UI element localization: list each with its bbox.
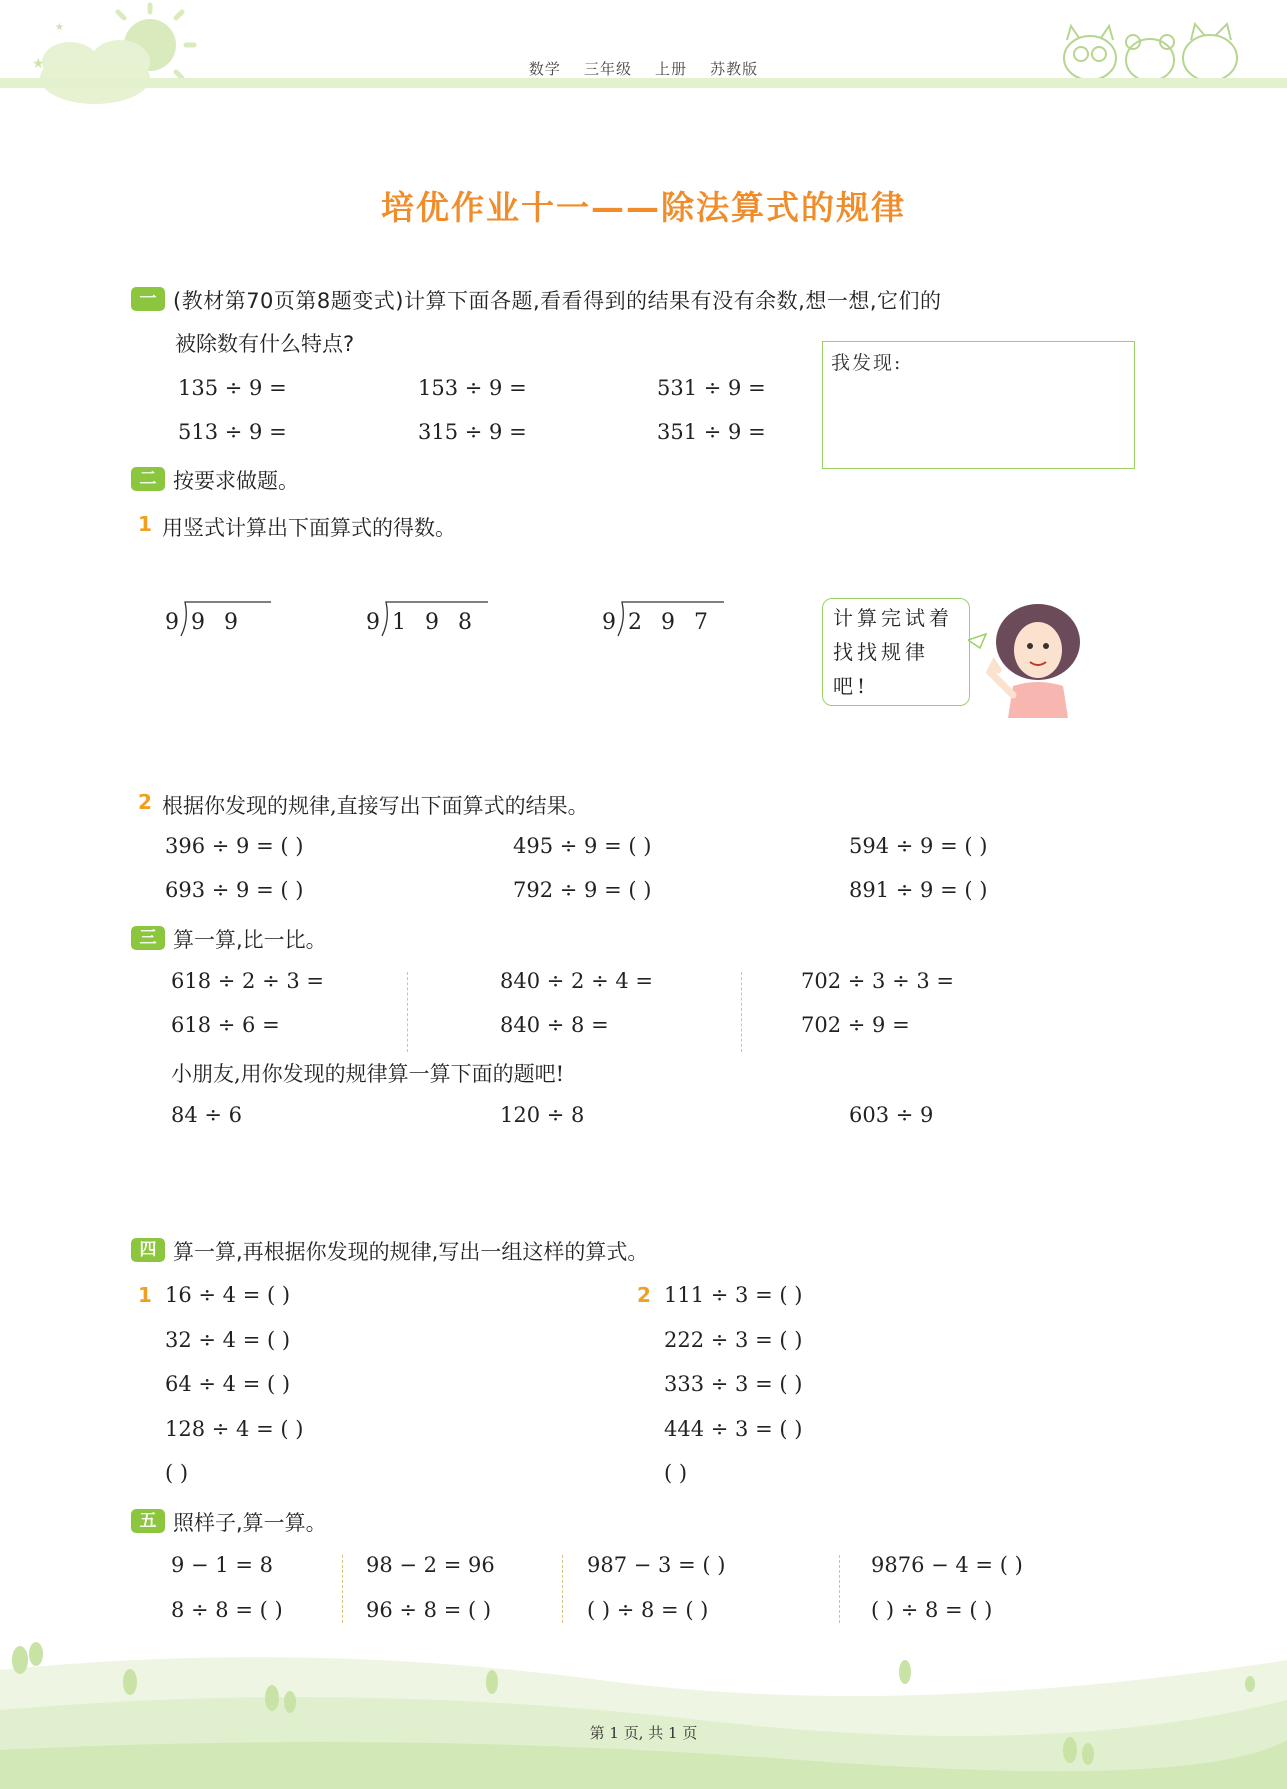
dividend: 2 9 7 (628, 610, 714, 635)
sec4-sub2-item-2: 222 ÷ 3 = ( ) (664, 1328, 803, 1352)
sec2-item-2: 495 ÷ 9 = ( ) (513, 834, 652, 858)
divider-dashed (562, 1555, 563, 1623)
section-1-badge: 一 (131, 287, 165, 311)
header-term: 上册 (655, 60, 688, 78)
sec2-sub1-instruction: 用竖式计算出下面算式的得数。 (162, 516, 456, 540)
sec4-sub2-number: 2 (637, 1283, 651, 1307)
sec2-sub1-number: 1 (138, 512, 152, 536)
sec3-item-5: 702 ÷ 3 ÷ 3 = (801, 969, 954, 993)
divider-dashed (407, 972, 408, 1052)
sec1-item-4: 513 ÷ 9 = (178, 420, 287, 444)
sec5-task-2-divide: ( ) ÷ 8 = ( ) (871, 1598, 993, 1622)
section-5-instruction: 照样子,算一算。 (173, 1511, 327, 1535)
page-title: 培优作业十一——除法算式的规律 (381, 188, 906, 227)
svg-text:★: ★ (55, 22, 64, 33)
sec3-item-3: 840 ÷ 2 ÷ 4 = (500, 969, 653, 993)
sec4-sub1-number: 1 (138, 1283, 152, 1307)
sec5-example-1-subtract: 9 − 1 = 8 (171, 1553, 273, 1577)
sec3-item-2: 618 ÷ 6 = (171, 1013, 280, 1037)
divider-dashed (839, 1555, 840, 1623)
sec2-item-3: 594 ÷ 9 = ( ) (849, 834, 988, 858)
section-4-instruction: 算一算,再根据你发现的规律,写出一组这样的算式。 (173, 1240, 649, 1264)
finding-note-box[interactable] (822, 341, 1135, 469)
sec1-item-3: 531 ÷ 9 = (657, 376, 766, 400)
sec3-item-4: 840 ÷ 8 = (500, 1013, 609, 1037)
dividend: 9 9 (191, 610, 244, 635)
sec4-sub1-item-3: 64 ÷ 4 = ( ) (165, 1372, 291, 1396)
sec5-example-2-divide: 96 ÷ 8 = ( ) (366, 1598, 492, 1622)
header-edition: 苏教版 (710, 60, 759, 78)
divider-dashed (342, 1555, 343, 1623)
sec3-item-6: 702 ÷ 9 = (801, 1013, 910, 1037)
sec3-item-1: 618 ÷ 2 ÷ 3 = (171, 969, 324, 993)
sec2-sub2-instruction: 根据你发现的规律,直接写出下面算式的结果。 (162, 794, 589, 818)
long-division-3 (602, 600, 732, 640)
long-division-1 (165, 600, 275, 640)
divisor: 9 (366, 610, 380, 635)
sec4-sub1-item-1: 16 ÷ 4 = ( ) (165, 1283, 291, 1307)
sec3-apply-3: 603 ÷ 9 (849, 1103, 934, 1127)
header-subject: 数学 (528, 60, 561, 78)
sec4-sub1-blank[interactable]: ( ) (165, 1461, 189, 1485)
sec4-sub1-item-4: 128 ÷ 4 = ( ) (165, 1417, 304, 1441)
sec2-sub2-number: 2 (138, 790, 152, 814)
sec1-item-1: 135 ÷ 9 = (178, 376, 287, 400)
sun-cloud-decoration (0, 0, 220, 110)
divisor: 9 (165, 610, 179, 635)
svg-text:★: ★ (32, 56, 45, 72)
long-division-2 (366, 600, 496, 640)
sec5-task-1-divide: ( ) ÷ 8 = ( ) (587, 1598, 709, 1622)
sec4-sub2-item-1: 111 ÷ 3 = ( ) (664, 1283, 803, 1307)
finding-note-label: 我发现: (831, 352, 903, 374)
sec5-task-2-subtract: 9876 − 4 = ( ) (871, 1553, 1023, 1577)
section-2-badge: 二 (131, 467, 165, 491)
speech-bubble-line-2: 找找规律吧! (833, 640, 929, 698)
divider-dashed (741, 972, 742, 1052)
section-4-badge: 四 (131, 1238, 165, 1262)
speech-bubble-line-1: 计算完试着 (833, 606, 953, 630)
header-bar (0, 78, 1287, 88)
page-footer: 第 1 页, 共 1 页 (589, 1724, 698, 1742)
sec4-sub1-item-2: 32 ÷ 4 = ( ) (165, 1328, 291, 1352)
sec3-apply-2: 120 ÷ 8 (500, 1103, 585, 1127)
sec4-sub2-item-3: 333 ÷ 3 = ( ) (664, 1372, 803, 1396)
section-1-instruction-cont: 被除数有什么特点? (175, 332, 355, 356)
landscape-footer-decoration (0, 1620, 1287, 1789)
header-info (0, 58, 1287, 79)
sec3-apply-1: 84 ÷ 6 (171, 1103, 243, 1127)
sec5-example-1-divide: 8 ÷ 8 = ( ) (171, 1598, 283, 1622)
section-2-instruction: 按要求做题。 (173, 469, 299, 493)
sec2-item-5: 792 ÷ 9 = ( ) (513, 878, 652, 902)
sec1-item-5: 315 ÷ 9 = (418, 420, 527, 444)
girl-teacher-illustration (968, 600, 1108, 720)
sec1-item-6: 351 ÷ 9 = (657, 420, 766, 444)
sec2-item-1: 396 ÷ 9 = ( ) (165, 834, 304, 858)
sec1-item-2: 153 ÷ 9 = (418, 376, 527, 400)
sec4-sub2-item-4: 444 ÷ 3 = ( ) (664, 1417, 803, 1441)
section-1-instruction: (教材第70页第8题变式)计算下面各题,看看得到的结果有没有余数,想一想,它们的 (173, 289, 942, 313)
dividend: 1 9 8 (392, 610, 478, 635)
section-5-badge: 五 (131, 1509, 165, 1533)
sec5-task-1-subtract: 987 − 3 = ( ) (587, 1553, 726, 1577)
section-3-badge: 三 (131, 926, 165, 950)
header-grade: 三年级 (583, 60, 632, 78)
section-3-instruction: 算一算,比一比。 (173, 928, 327, 952)
divisor: 9 (602, 610, 616, 635)
sec2-item-6: 891 ÷ 9 = ( ) (849, 878, 988, 902)
sec4-sub2-blank[interactable]: ( ) (664, 1461, 688, 1485)
speech-bubble (822, 598, 970, 706)
sec2-item-4: 693 ÷ 9 = ( ) (165, 878, 304, 902)
sec3-prompt: 小朋友,用你发现的规律算一算下面的题吧! (171, 1062, 565, 1086)
sec5-example-2-subtract: 98 − 2 = 96 (366, 1553, 495, 1577)
